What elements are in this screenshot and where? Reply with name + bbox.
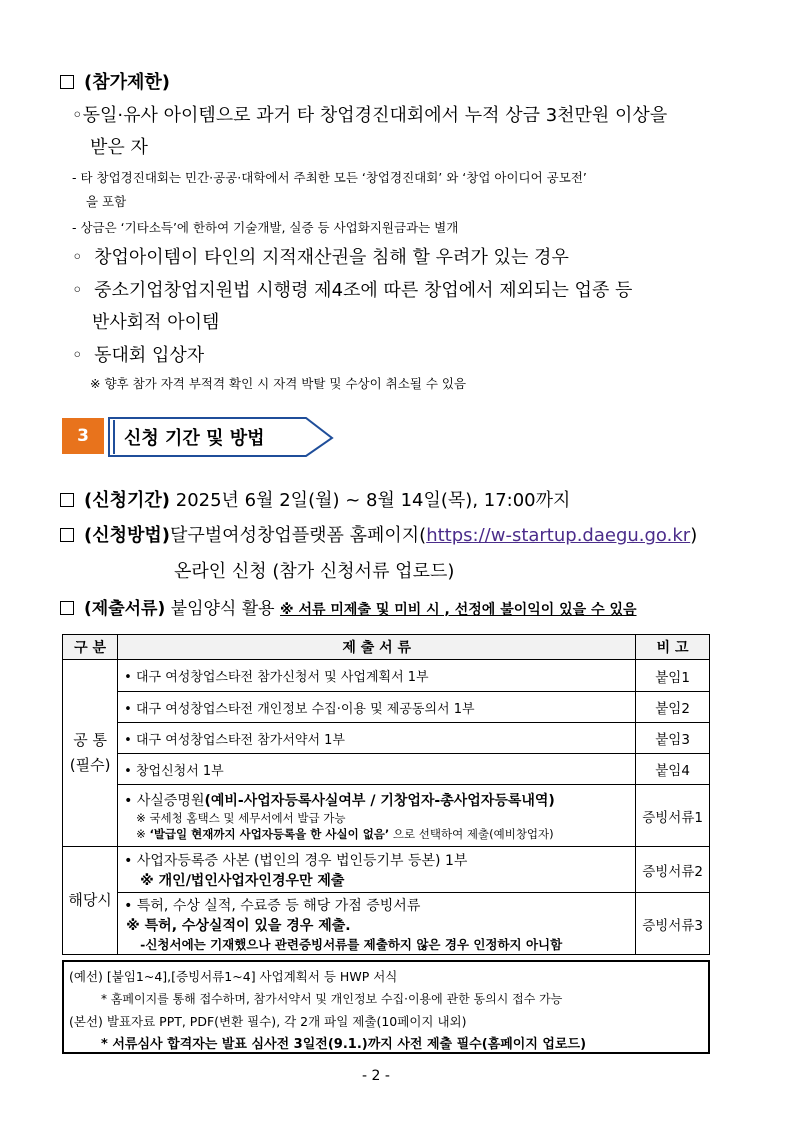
table-row [63,847,710,893]
document-item: • 대구 여성창업스타전 참가서약서 1부 [118,723,636,754]
checkbox-square-icon [60,75,74,89]
docs-line: (제출서류) 붙임양식 활용 ※ 서류 미제출 및 미비 시 , 선정에 불이익이 있을 수 있음 [60,594,637,619]
table-header-row [63,635,710,660]
table-row [63,692,710,723]
document-note: 증빙서류2 [636,847,710,893]
notes-line-4: * 서류심사 합격자는 발표 심사전 3일전(9.1.)까지 사전 제출 필수(홈페이지 업로드) [101,1037,587,1052]
checkbox-square-icon [60,528,74,542]
section-number: 3 [62,418,104,454]
common-label: 공 통 [73,730,107,749]
method-line: (신청방법)달구벌여성창업플랫폼 홈페이지(https://w-startup.daegu.go.kr) [60,521,697,547]
document-note: 증빙서류1 [636,785,710,847]
document-note: 붙임3 [636,723,710,754]
common-category-cell [63,660,118,847]
document-item: • 창업신청서 1부 [118,754,636,785]
checkbox-square-icon [60,493,74,507]
table-row [63,785,710,847]
section-title: 신청 기간 및 방법 [124,428,265,449]
checkbox-square-icon [60,601,74,615]
document-note: 붙임4 [636,754,710,785]
notes-line-2: * 홈페이지를 통해 접수하며, 참가서약서 및 개인정보 수집·이용에 관한 동의시 접수 가능 [101,992,563,1006]
circle-bullet-icon: ◦ [72,105,83,126]
restriction-item-3-cont: 반사회적 아이템 [92,312,220,333]
restriction-dash-2: - 상금은 ‘기타소득’에 한하여 기술개발, 실증 등 사업화지원금과는 별개 [72,220,459,235]
document-note: 붙임1 [636,660,710,692]
restriction-item-1: ◦동일·유사 아이템으로 과거 타 창업경진대회에서 누적 상금 3천만원 이상을 [72,105,668,126]
table-row [63,893,710,955]
restriction-item-1-cont: 받은 자 [90,137,148,158]
notes-line-1: (예선) [붙임1~4],[증빙서류1~4] 사업계획서 등 HWP 서식 [69,969,398,984]
restriction-item-4: ◦ 동대회 입상자 [72,345,205,366]
circle-bullet-icon: ◦ [72,247,83,268]
circle-bullet-icon: ◦ [72,280,83,301]
document-item: • 특허, 수상 실적, 수료증 등 해당 가점 증빙서류 ※ 특허, 수상실적이 있을 경우 제출. -신청서에는 기재했으나 관련증빙서류를 제출하지 않은 경우 인정하지 아니함 [118,893,636,955]
restriction-warning: ※ 향후 참가 자격 부적격 확인 시 자격 박탈 및 수상이 취소될 수 있음 [90,376,467,391]
document-item: • 사실증명원(예비-사업자등록사실여부 / 기창업자-총사업자등록내역) ※ 국세청 홈택스 및 세무서에서 발급 가능 ※ ‘발급일 현재까지 사업자등록을 한 사실이 없음’ 으로 선택하여 제출(예비창업자) [118,785,636,847]
header-documents: 제 출 서 류 [118,635,636,660]
required-label: (필수) [69,756,111,774]
table-row [63,723,710,754]
document-note: 증빙서류3 [636,893,710,955]
notes-line-3: (본선) 발표자료 PPT, PDF(변환 필수), 각 2개 파일 제출(10페이지 내외) [69,1014,467,1029]
docs-notice: ※ 서류 미제출 및 미비 시 , 선정에 불이익이 있을 수 있음 [279,602,637,618]
header-note: 비 고 [636,635,710,660]
document-note: 붙임2 [636,692,710,723]
restriction-dash-1-cont: 을 포함 [86,194,127,209]
restriction-heading: (참가제한) [60,68,170,94]
applicable-category-cell: 해당시 [63,847,118,955]
period-line: (신청기간) 2025년 6월 2일(월) ~ 8월 14일(목), 17:00까지 [60,486,570,512]
document-item: • 사업자등록증 사본 (법인의 경우 법인등기부 등본) 1부 ※ 개인/법인사업자인경우만 제출 [118,847,636,893]
notes-box [62,960,710,1054]
header-category: 구 분 [63,635,118,660]
table-row [63,754,710,785]
documents-table [62,634,710,955]
restriction-item-3: ◦ 중소기업창업지원법 시행령 제4조에 따른 창업에서 제외되는 업종 등 [72,280,633,301]
method-line-2: 온라인 신청 (참가 신청서류 업로드) [174,561,455,582]
restriction-dash-1: - 타 창업경진대회는 민간·공공·대학에서 주최한 모든 ‘창업경진대회’ 와 ‘창업 아이디어 공모전’ [72,170,587,185]
circle-bullet-icon: ◦ [72,345,83,366]
table-row [63,660,710,692]
restriction-item-2: ◦ 창업아이템이 타인의 지적재산권을 침해 할 우려가 있는 경우 [72,247,569,268]
page-number: - 2 - [362,1068,390,1084]
document-item: • 대구 여성창업스타전 참가신청서 및 사업계획서 1부 [118,660,636,692]
homepage-link[interactable]: https://w-startup.daegu.go.kr [426,525,691,546]
document-item: • 대구 여성창업스타전 개인정보 수집·이용 및 제공동의서 1부 [118,692,636,723]
